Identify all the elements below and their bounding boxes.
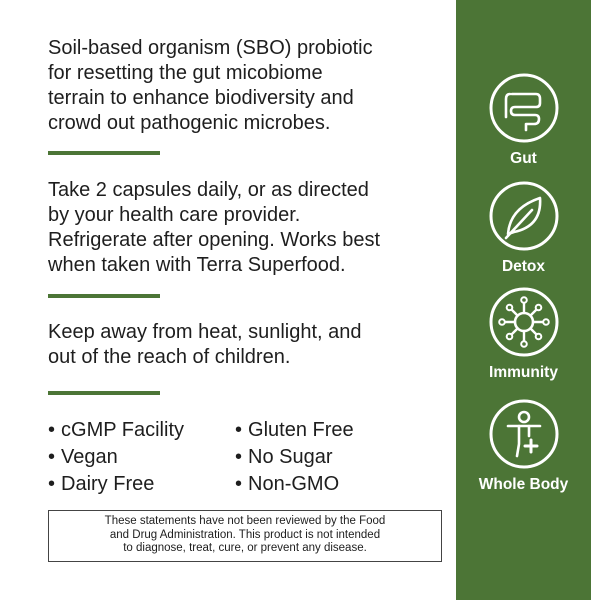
benefit-label: Detox xyxy=(501,258,546,275)
divider xyxy=(48,391,160,395)
benefit-immunity xyxy=(456,286,591,382)
benefit-label: Gut xyxy=(510,150,537,167)
benefits-sidebar xyxy=(456,0,591,600)
description-text: Soil-based organism (SBO) probiotic for resetting the gut micobiome terrain to enhance biodiversity and crowd out pathogenic microbes. xyxy=(48,37,373,134)
benefit-label: Whole Body xyxy=(478,476,569,493)
feature-item: • No Sugar xyxy=(235,445,425,470)
feature-item: • Gluten Free xyxy=(235,418,425,443)
feature-item: • Dairy Free xyxy=(48,472,235,497)
divider xyxy=(48,294,160,298)
warning-text: Keep away from heat, sunlight, and out of the reach of children. xyxy=(48,321,362,368)
divider xyxy=(48,151,160,155)
fda-disclaimer: These statements have not been reviewed by the Food and Drug Administration. This product is not intended to diagnose, treat, cure, or prevent any disease. xyxy=(48,510,442,562)
intestine-icon xyxy=(488,72,560,144)
feature-item: • cGMP Facility xyxy=(48,418,235,443)
body-icon xyxy=(488,398,560,470)
feature-list xyxy=(48,418,428,497)
virus-icon xyxy=(488,286,560,358)
benefit-label: Immunity xyxy=(489,364,558,381)
feature-item: • Non-GMO xyxy=(235,472,425,497)
benefit-whole-body xyxy=(456,398,591,494)
leaf-icon xyxy=(488,180,560,252)
benefit-detox xyxy=(456,180,591,276)
benefit-gut xyxy=(456,72,591,168)
directions-text: Take 2 capsules daily, or as directed by your health care provider. Refrigerate after opening. Works best when taken with Terra Superfood. xyxy=(48,179,381,276)
feature-item: • Vegan xyxy=(48,445,235,470)
